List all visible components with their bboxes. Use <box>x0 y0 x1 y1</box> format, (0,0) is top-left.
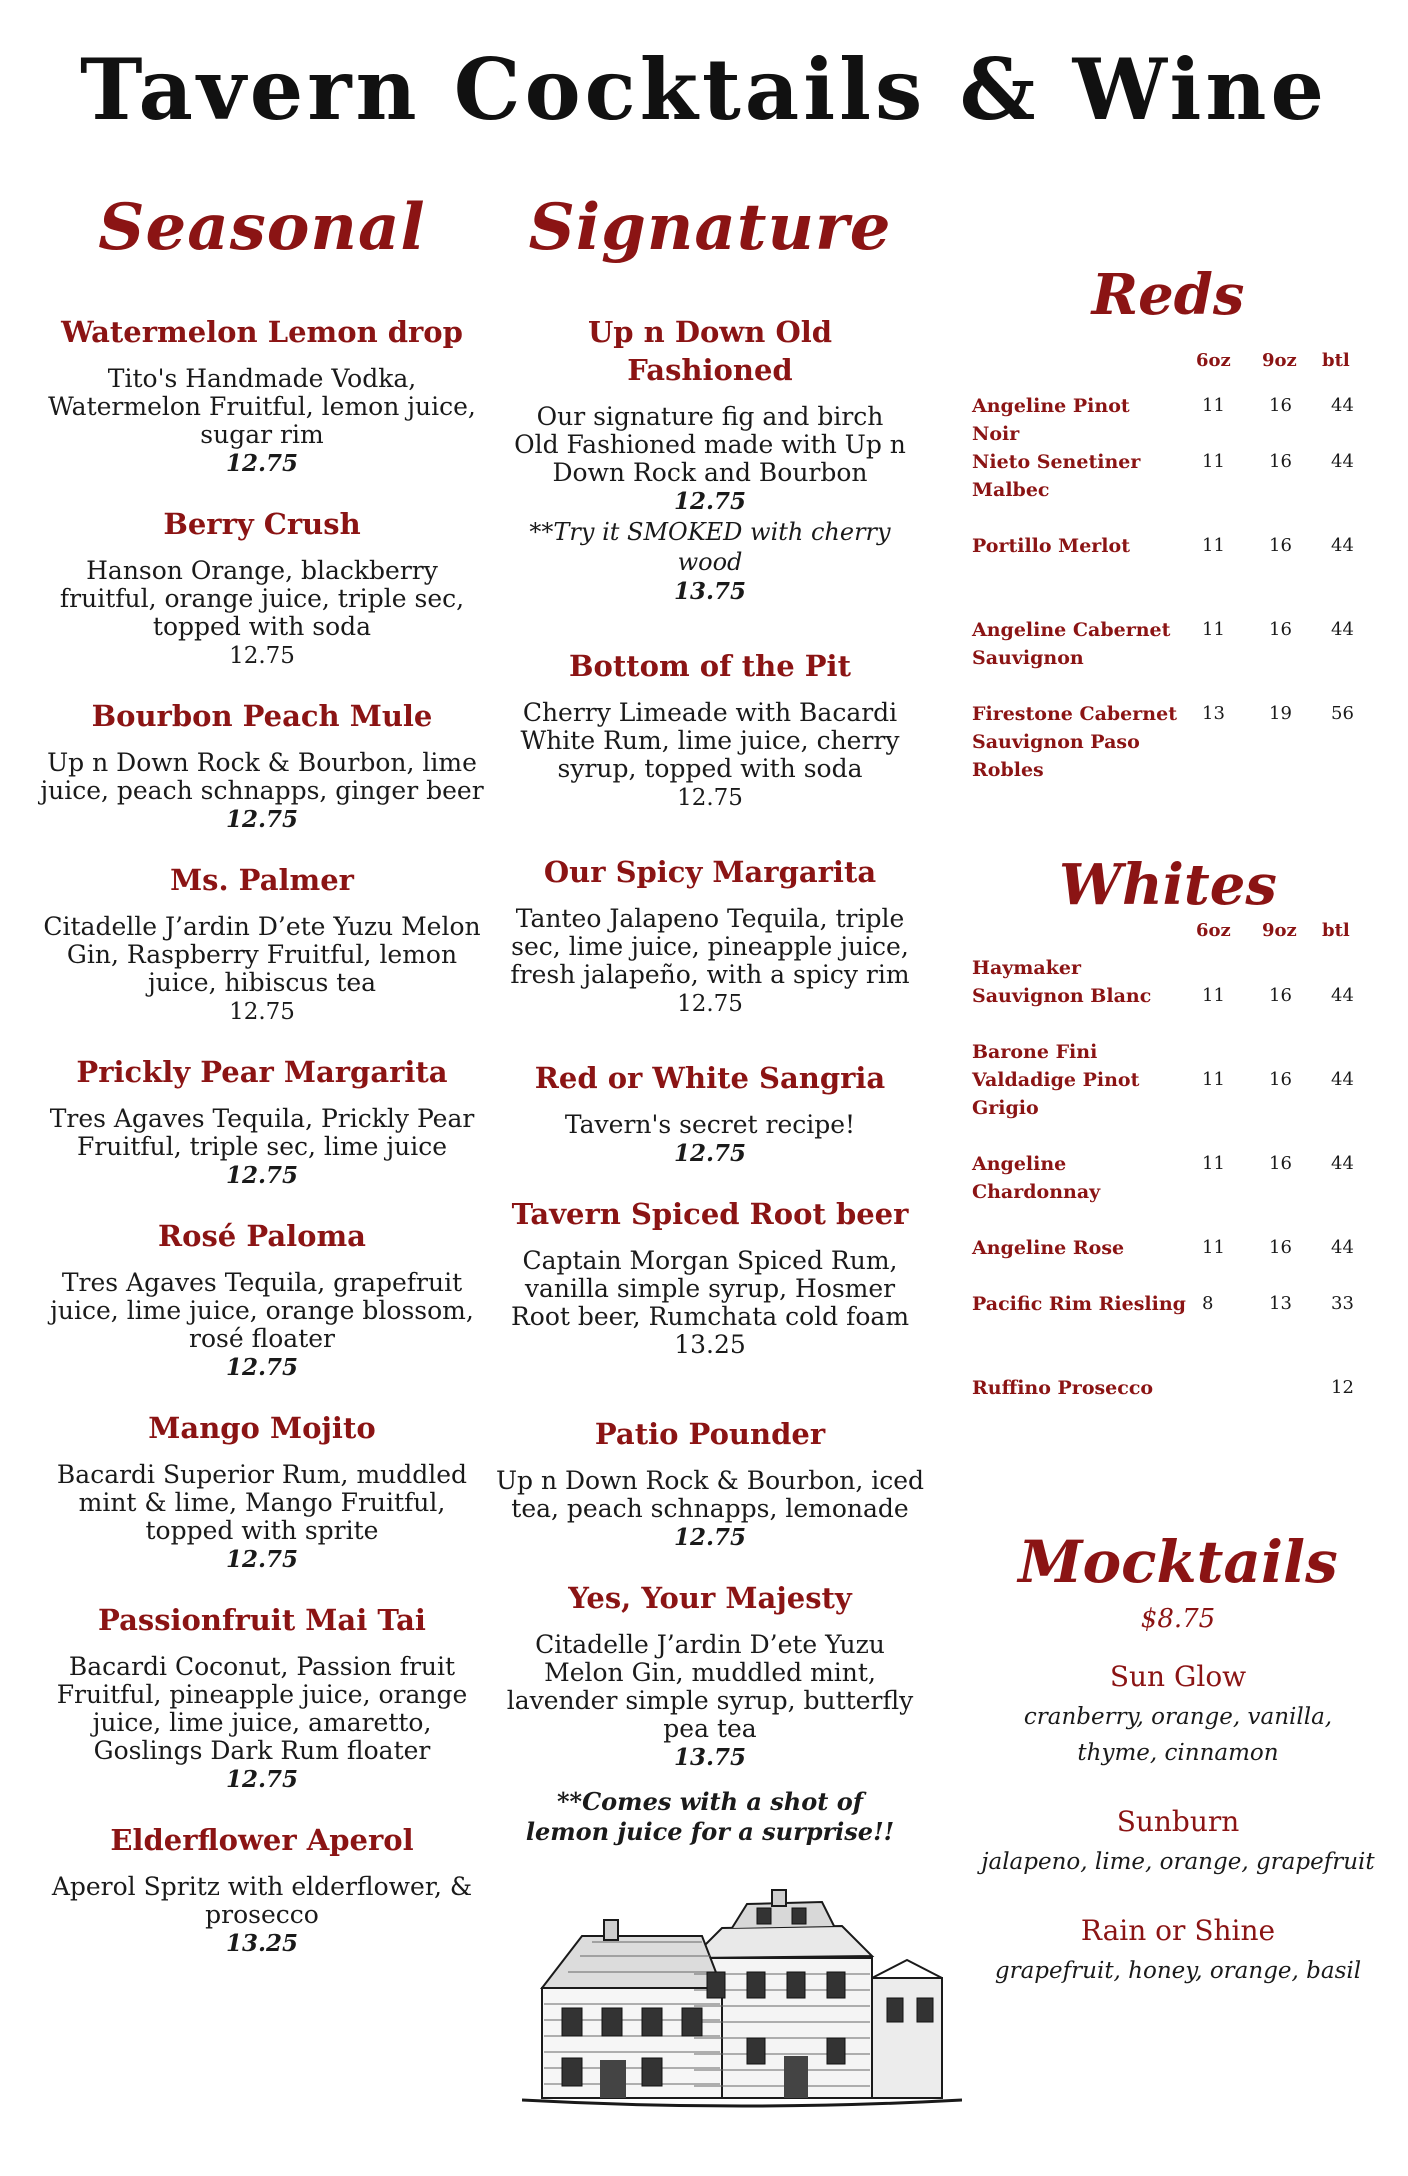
price-6oz: 11 <box>1202 1069 1225 1090</box>
item-description: Tito's Handmade Vodka, Watermelon Fruitful, lemon juice, sugar rim <box>48 364 476 449</box>
item-name: Tavern Spiced Root beer <box>511 1197 909 1231</box>
reds-section <box>968 262 1368 784</box>
wine-row <box>968 532 1368 616</box>
menu-item <box>36 313 488 479</box>
menu-item <box>36 1217 488 1383</box>
item-name: Patio Pounder <box>594 1417 826 1451</box>
item-name: Passionfruit Mai Tai <box>98 1603 426 1637</box>
wine-name: Angeline Pinot Noir <box>972 395 1130 445</box>
item-name: Ms. Palmer <box>170 863 354 897</box>
price-9oz: 13 <box>1269 1293 1292 1314</box>
whites-heading: Whites <box>1059 852 1277 918</box>
col-9oz: 9oz <box>1262 350 1297 371</box>
menu-item <box>494 313 926 607</box>
wine-row <box>968 1234 1368 1290</box>
signature-section <box>494 190 926 1873</box>
item-price: 13.25 <box>225 1930 299 1957</box>
item-note-price: 13.75 <box>673 578 747 605</box>
wine-name: Nieto Senetiner Malbec <box>972 451 1141 501</box>
item-description: Tanteo Jalapeno Tequila, triple sec, lime juice, pineapple juice, fresh jalapeño, with a spicy rim <box>510 904 910 989</box>
price-6oz: 11 <box>1202 1237 1225 1258</box>
item-name: Watermelon Lemon drop <box>61 315 463 349</box>
seasonal-heading: Seasonal <box>98 190 426 265</box>
price-btl: 44 <box>1331 619 1354 640</box>
col-9oz: 9oz <box>1262 920 1297 941</box>
price-btl: 44 <box>1331 1153 1354 1174</box>
item-price: 12.75 <box>225 450 299 477</box>
item-description: Up n Down Rock & Bourbon, iced tea, peach schnapps, lemonade <box>495 1466 925 1523</box>
whites-section <box>968 852 1368 1414</box>
item-price: 12.75 <box>229 999 295 1025</box>
item-name: Yes, Your Majesty <box>568 1581 852 1615</box>
item-name: Prickly Pear Margarita <box>76 1055 448 1089</box>
menu-item <box>36 1053 488 1191</box>
mocktail-name: Sunburn <box>1116 1805 1240 1838</box>
menu-item <box>36 505 488 671</box>
price-9oz: 19 <box>1269 703 1292 724</box>
wine-name: Pacific Rim Riesling <box>972 1293 1186 1315</box>
item-name: Bottom of the Pit <box>569 649 851 683</box>
col-btl: btl <box>1322 920 1350 941</box>
price-btl: 56 <box>1331 703 1354 724</box>
item-name: Elderflower Aperol <box>110 1823 414 1857</box>
price-btl: 44 <box>1331 1069 1354 1090</box>
mocktails-heading: Mocktails <box>1018 1528 1338 1596</box>
price-btl: 44 <box>1331 1237 1354 1258</box>
menu-item <box>36 1601 488 1795</box>
item-price: 12.75 <box>225 1162 299 1189</box>
wine-row <box>968 1150 1368 1234</box>
item-note: **Try it SMOKED with cherry wood <box>529 518 891 576</box>
price-9oz: 16 <box>1269 1153 1292 1174</box>
mocktail-name: Sun Glow <box>1109 1660 1247 1693</box>
item-price: 13.75 <box>673 1744 747 1771</box>
wine-row <box>968 1290 1368 1374</box>
item-description: Bacardi Superior Rum, muddled mint & lime, Mango Fruitful, topped with sprite <box>56 1460 468 1545</box>
wine-row <box>968 616 1368 700</box>
price-btl: 44 <box>1331 451 1354 472</box>
wine-name: Barone Fini Valdadige Pinot Grigio <box>972 1041 1140 1119</box>
item-description: Cherry Limeade with Bacardi White Rum, lime juice, cherry syrup, topped with soda <box>520 698 900 783</box>
item-price: 12.75 <box>677 991 743 1017</box>
wine-name: Haymaker Sauvignon Blanc <box>972 957 1152 1007</box>
price-9oz: 16 <box>1269 535 1292 556</box>
col-6oz: 6oz <box>1196 920 1231 941</box>
menu-item <box>494 1059 926 1169</box>
item-description: Tavern's secret recipe! <box>564 1110 856 1139</box>
tavern-house-illustration <box>522 1868 962 2124</box>
item-price: 12.75 <box>225 1354 299 1381</box>
wine-name: Angeline Rose <box>972 1237 1125 1259</box>
wine-name: Angeline Cabernet Sauvignon <box>972 619 1171 669</box>
signature-heading: Signature <box>528 190 892 265</box>
price-6oz: 11 <box>1202 535 1225 556</box>
item-description: Tres Agaves Tequila, Prickly Pear Fruitful, triple sec, lime juice <box>49 1104 475 1161</box>
price-6oz: 11 <box>1202 619 1225 640</box>
reds-column-headers <box>968 350 1368 378</box>
menu-item <box>494 647 926 813</box>
item-description: Citadelle J’ardin D’ete Yuzu Melon Gin, muddled mint, lavender simple syrup, butterfly pea tea <box>506 1630 914 1743</box>
item-name: Up n Down Old Fashioned <box>587 315 833 387</box>
wine-row <box>968 392 1368 448</box>
menu-item <box>36 1821 488 1959</box>
price-6oz: 11 <box>1202 451 1225 472</box>
seasonal-section <box>36 190 488 1985</box>
item-name: Red or White Sangria <box>534 1061 886 1095</box>
item-price: 12.75 <box>677 785 743 811</box>
col-btl: btl <box>1322 350 1350 371</box>
wine-row <box>968 1374 1368 1414</box>
price-6oz: 11 <box>1202 1153 1225 1174</box>
item-description: Citadelle J’ardin D’ete Yuzu Melon Gin, Raspberry Fruitful, lemon juice, hibiscus tea <box>43 912 481 997</box>
item-name: Bourbon Peach Mule <box>91 699 433 733</box>
item-description: Our signature fig and birch Old Fashioned made with Up n Down Rock and Bourbon <box>514 402 906 487</box>
item-price: 12.75 <box>673 1524 747 1551</box>
price-6oz: 13 <box>1202 703 1225 724</box>
item-name: Our Spicy Margarita <box>543 855 877 889</box>
item-price: 12.75 <box>673 488 747 515</box>
mocktail-description: jalapeno, lime, orange, grapefruit <box>981 1849 1375 1875</box>
item-name: Rosé Paloma <box>158 1219 366 1253</box>
price-btl: 12 <box>1331 1377 1354 1398</box>
item-name: Mango Mojito <box>148 1411 376 1445</box>
price-6oz: 11 <box>1202 985 1225 1006</box>
item-price: 12.75 <box>225 1546 299 1573</box>
price-6oz: 11 <box>1202 395 1225 416</box>
menu-item <box>494 1415 926 1553</box>
item-name: Berry Crush <box>163 507 361 541</box>
price-btl: 44 <box>1331 535 1354 556</box>
item-description: Tres Agaves Tequila, grapefruit juice, lime juice, orange blossom, rosé floater <box>50 1268 474 1353</box>
price-6oz: 8 <box>1202 1293 1214 1314</box>
price-9oz: 16 <box>1269 451 1292 472</box>
item-description: Aperol Spritz with elderflower, & prosecco <box>51 1872 473 1929</box>
page-title: Tavern Cocktails & Wine <box>80 40 1328 139</box>
wine-row <box>968 448 1368 532</box>
wine-name: Portillo Merlot <box>972 535 1130 557</box>
price-9oz: 16 <box>1269 1237 1292 1258</box>
wine-name: Ruffino Prosecco <box>972 1377 1154 1399</box>
wine-row <box>968 700 1368 784</box>
price-9oz: 16 <box>1269 985 1292 1006</box>
item-price: 12.75 <box>229 643 295 669</box>
mocktails-section <box>968 1528 1388 2023</box>
wine-name: Angeline Chardonnay <box>972 1153 1101 1203</box>
item-description: Up n Down Rock & Bourbon, lime juice, peach schnapps, ginger beer <box>40 748 484 805</box>
menu-item <box>36 861 488 1027</box>
price-btl: 33 <box>1331 1293 1354 1314</box>
price-9oz: 16 <box>1269 395 1292 416</box>
item-description: Captain Morgan Spiced Rum, vanilla simple syrup, Hosmer Root beer, Rumchata cold foam 13.25 <box>510 1246 910 1359</box>
menu-item <box>36 697 488 835</box>
item-price: 12.75 <box>225 1766 299 1793</box>
price-9oz: 16 <box>1269 1069 1292 1090</box>
wine-row <box>968 954 1368 1038</box>
col-6oz: 6oz <box>1196 350 1231 371</box>
menu-item <box>494 1579 926 1847</box>
wine-name: Firestone Cabernet Sauvignon Paso Robles <box>972 703 1177 781</box>
whites-column-headers <box>968 920 1368 948</box>
item-description: Hanson Orange, blackberry fruitful, orange juice, triple sec, topped with soda <box>59 556 465 641</box>
mocktails-price: $8.75 <box>1140 1604 1216 1634</box>
price-btl: 44 <box>1331 985 1354 1006</box>
item-description: Bacardi Coconut, Passion fruit Fruitful, pineapple juice, orange juice, lime juice, amaretto, Goslings Dark Rum floater <box>56 1652 468 1765</box>
item-price: 12.75 <box>673 1140 747 1167</box>
reds-heading: Reds <box>1091 262 1245 328</box>
mocktail-description: cranberry, orange, vanilla, thyme, cinnamon <box>1023 1704 1333 1766</box>
menu-item <box>494 1195 926 1359</box>
mocktail-description: grapefruit, honey, orange, basil <box>994 1958 1362 1984</box>
wine-row <box>968 1038 1368 1150</box>
mocktail-name: Rain or Shine <box>1080 1914 1276 1947</box>
menu-item <box>36 1409 488 1575</box>
item-extra-note: **Comes with a shot of lemon juice for a surprise!! <box>525 1787 895 1846</box>
menu-item <box>494 853 926 1019</box>
price-btl: 44 <box>1331 395 1354 416</box>
price-9oz: 16 <box>1269 619 1292 640</box>
item-price: 12.75 <box>225 806 299 833</box>
